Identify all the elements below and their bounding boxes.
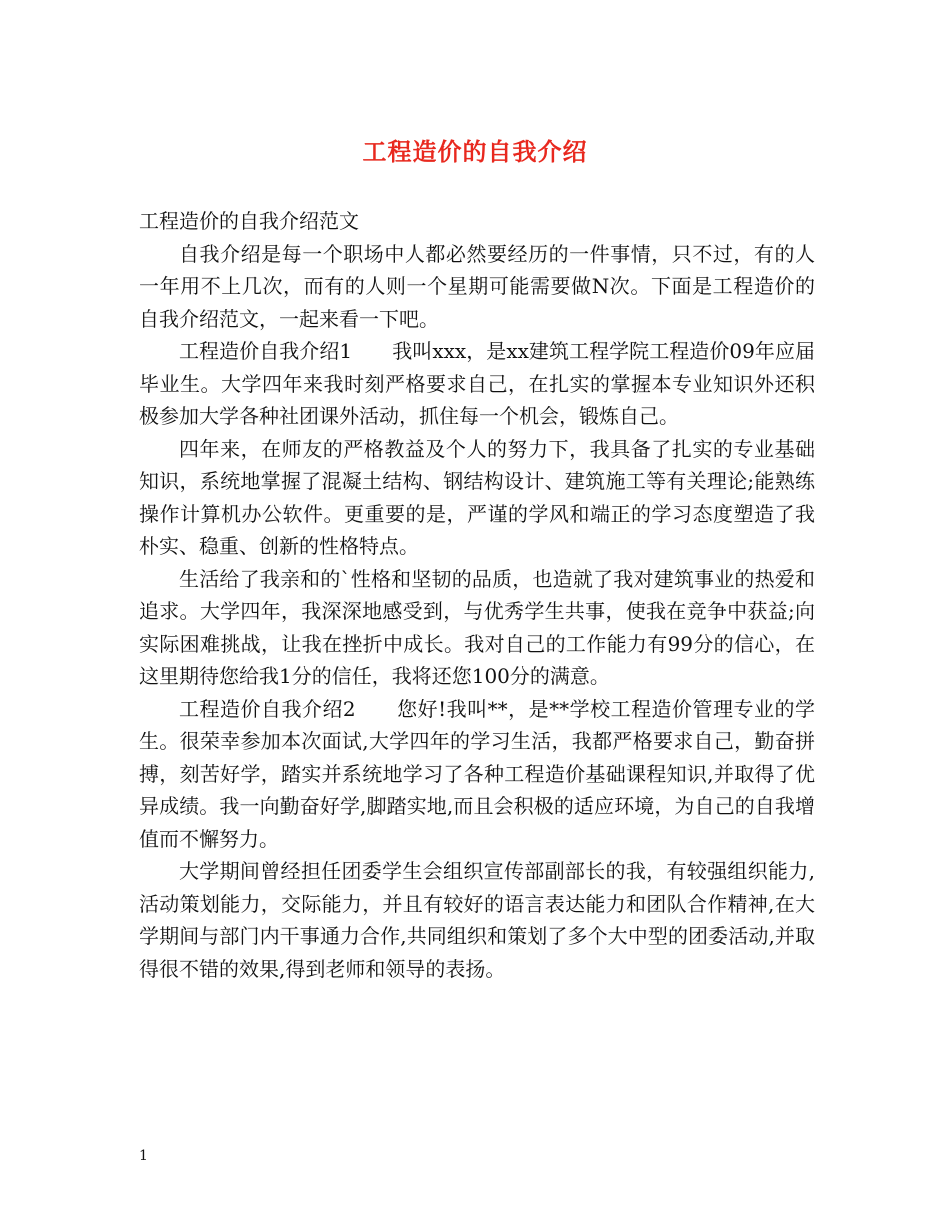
paragraph-sample-2: 工程造价自我介绍2 您好!我叫**，是**学校工程造价管理专业的学生。很荣幸参加本次面试,大学四年的学习生活，我都严格要求自己，勤奋拼搏，刻苦好学，踏实并系统地学习了各种工程造价基础课程知识,并取得了优异成绩。我一向勤奋好学,脚踏实地,而且会积极的适应环境，为自己的自我增值而不懈努力。 <box>139 696 815 851</box>
paragraph-life: 生活给了我亲和的`性格和坚韧的品质，也造就了我对建筑事业的热爱和追求。大学四年，我深深地感受到，与优秀学生共事，使我在竞争中获益;向实际困难挑战，让我在挫折中成长。我对自己的工作能力有99分的信心，在这里期待您给我1分的信任，我将还您100分的满意。 <box>139 566 815 688</box>
document-subtitle: 工程造价的自我介绍范文 <box>139 209 359 233</box>
paragraph-intro: 自我介绍是每一个职场中人都必然要经历的一件事情，只不过，有的人一年用不上几次，而有的人则一个星期可能需要做N次。下面是工程造价的自我介绍范文，一起来看一下吧。 <box>139 241 815 331</box>
paragraph-four-years: 四年来，在师友的严格教益及个人的努力下，我具备了扎实的专业基础知识，系统地掌握了混凝土结构、钢结构设计、建筑施工等有关理论;能熟练操作计算机办公软件。更重要的是，严谨的学风和端正的学习态度塑造了我朴实、稳重、创新的性格特点。 <box>139 436 815 558</box>
page-number: 1 <box>139 1148 148 1164</box>
paragraph-student-union: 大学期间曾经担任团委学生会组织宣传部副部长的我，有较强组织能力,活动策划能力，交际能力，并且有较好的语言表达能力和团队合作精神,在大学期间与部门内干事通力合作,共同组织和策划了多个大中型的团委活动,并取得很不错的效果,得到老师和领导的表扬。 <box>139 859 815 981</box>
document-title: 工程造价的自我介绍 <box>362 137 588 166</box>
document-body <box>139 205 815 985</box>
paragraph-sample-1: 工程造价自我介绍1 我叫xxx，是xx建筑工程学院工程造价09年应届毕业生。大学四年来我时刻严格要求自己，在扎实的掌握本专业知识外还积极参加大学各种社团课外活动，抓住每一个机会，锻炼自己。 <box>139 339 815 428</box>
